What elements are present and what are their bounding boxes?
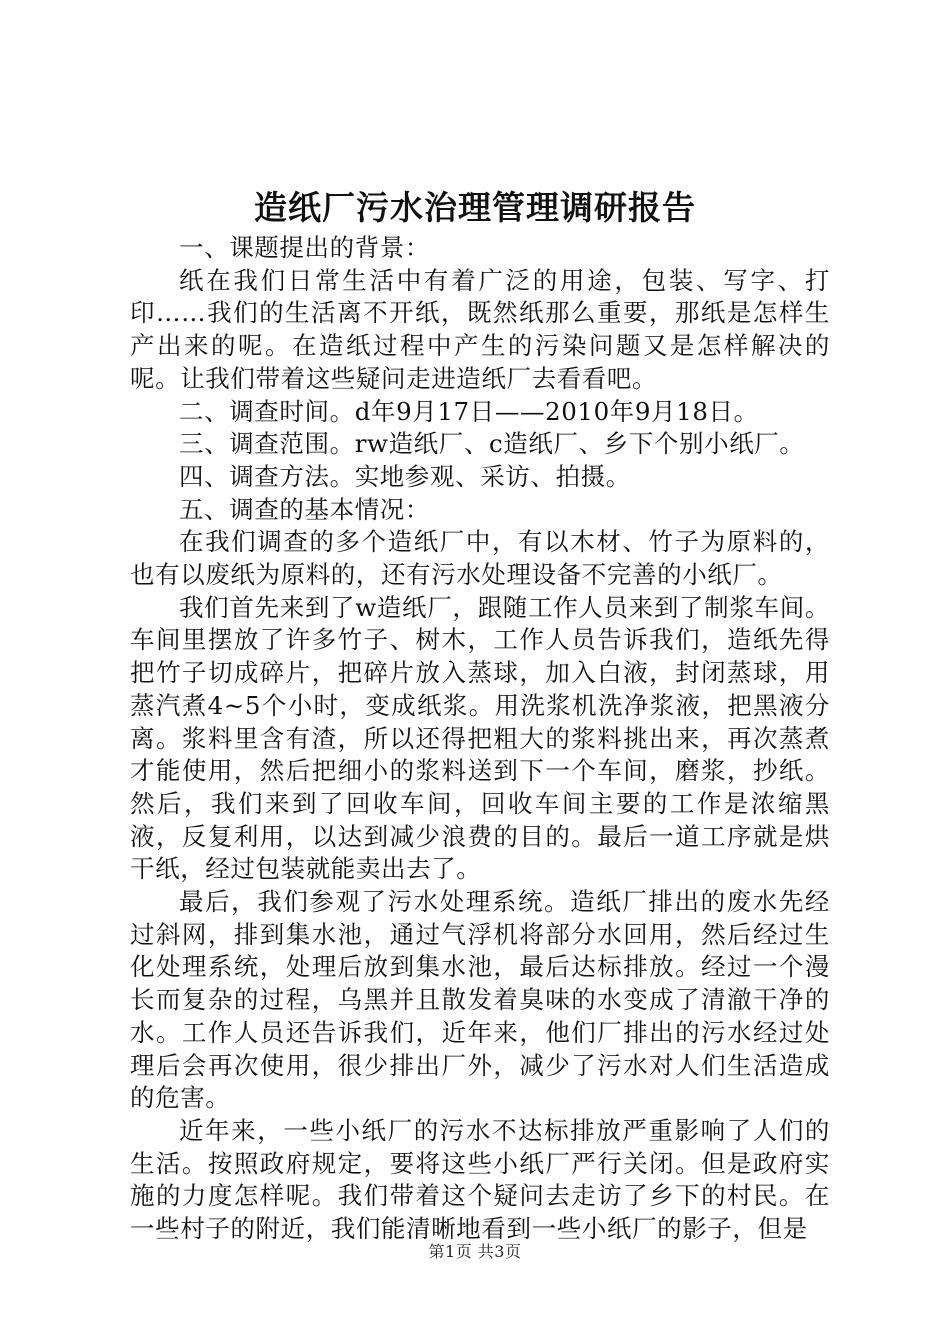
paragraph-factory-overview: 在我们调查的多个造纸厂中，有以木材、竹子为原料的，也有以废纸为原料的，还有污水处理设备不完善的小纸厂。 [130, 527, 830, 590]
paragraph-survey-method: 四、调查方法。实地参观、采访、拍摄。 [179, 461, 631, 491]
page-number-footer: 第1页 共3页 [428, 1242, 522, 1261]
paragraph-small-factories: 近年来，一些小纸厂的污水不达标排放严重影响了人们的生活。按照政府规定，要将这些小纸厂严行关闭。但是政府实施的力度怎样呢。我们带着这个疑问去走访了乡下的村民。在一些村子的附近，我们能清晰地看到一些小纸厂的影子，但是 [130, 1115, 830, 1244]
paragraph-survey-time: 二、调查时间。d年9月17日——2010年9月18日。 [179, 396, 759, 426]
paragraph-wastewater-treatment: 最后，我们参观了污水处理系统。造纸厂排出的废水先经过斜网，排到集水池，通过气浮机将部分水回用，然后经过生化处理系统，处理后放到集水池，最后达标排放。经过一个漫长而复杂的过程，乌黑并且散发着臭味的水变成了清澈干净的水。工作人员还告诉我们，近年来，他们厂排出的污水经过处理后会再次使用，很少排出厂外，减少了污水对人们生活造成的危害。 [130, 887, 830, 1113]
paragraph-background: 纸在我们日常生活中有着广泛的用途，包装、写字、打印……我们的生活离不开纸，既然纸那么重要，那纸是怎样生产出来的呢。在造纸过程中产生的污染问题又是怎样解决的呢。让我们带着这些疑问走进造纸厂去看看吧。 [130, 265, 830, 393]
paragraph-survey-scope: 三、调查范围。rw造纸厂、c造纸厂、乡下个别小纸厂。 [179, 429, 805, 459]
paragraph-basic-situation-heading: 五、调查的基本情况： [179, 494, 430, 524]
document-body [130, 232, 830, 1246]
paragraph-background-heading: 一、课题提出的背景： [179, 233, 430, 262]
paragraph-pulping-process: 我们首先来到了w造纸厂，跟随工作人员来到了制浆车间。车间里摆放了许多竹子、树木，工作人员告诉我们，造纸先得把竹子切成碎片，把碎片放入蒸球，加入白液，封闭蒸球，用蒸汽煮4~5个小时，变成纸浆。用洗浆机洗净浆液，把黑液分离。浆料里含有渣，所以还得把粗大的浆料挑出来，再次蒸煮才能使用，然后把细小的浆料送到下一个车间，磨浆，抄纸。然后，我们来到了回收车间，回收车间主要的工作是浓缩黑液，反复利用，以达到减少浪费的目的。最后一道工序就是烘干纸，经过包装就能卖出去了。 [130, 592, 830, 884]
document-title: 造纸厂污水治理管理调研报告 [254, 188, 696, 227]
